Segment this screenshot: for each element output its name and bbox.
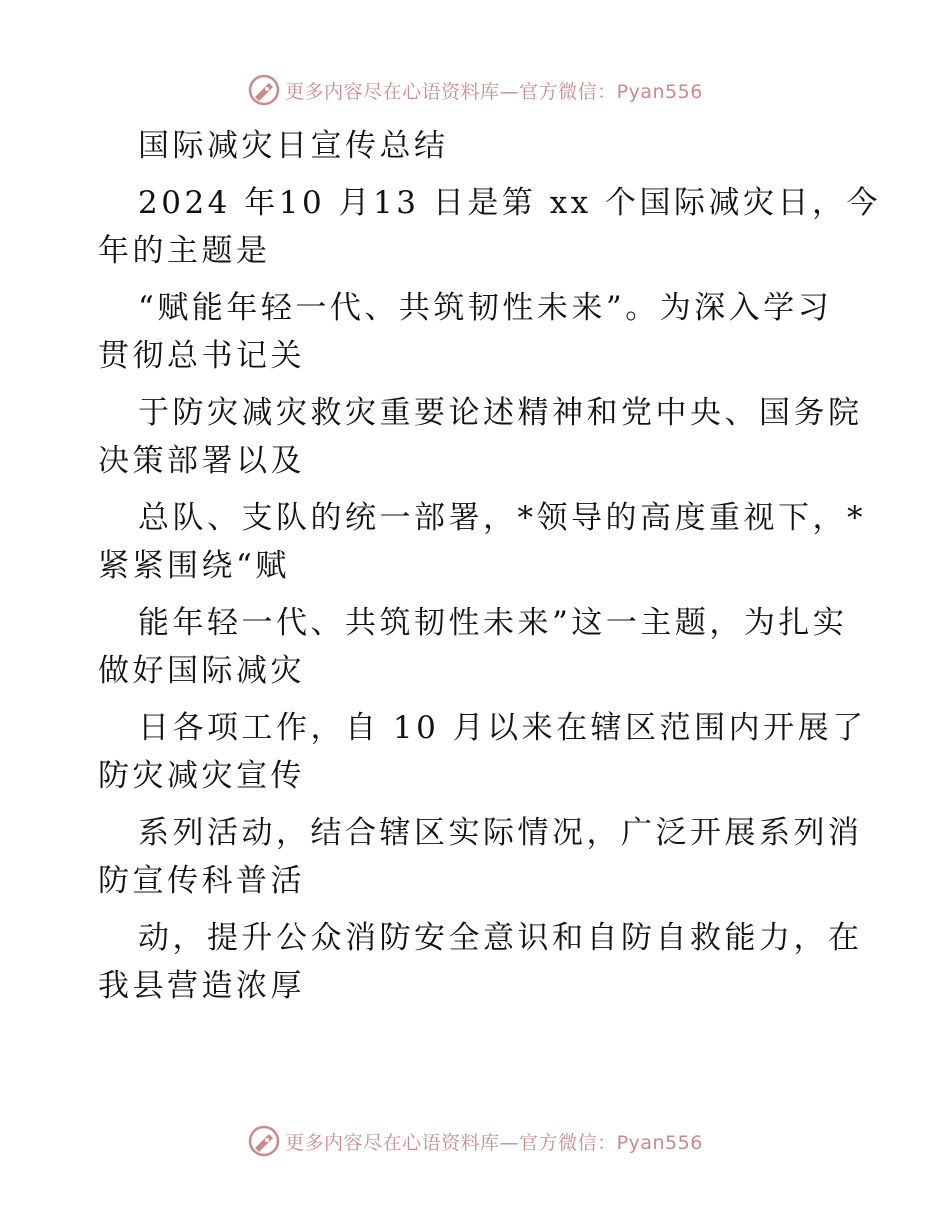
paragraph-line: 决策部署以及 xyxy=(98,443,305,479)
paragraph-line: 贯彻总书记关 xyxy=(98,338,305,374)
paragraph-line: 做好国际减灾 xyxy=(98,653,305,689)
paragraph-line: 紧紧围绕“赋 xyxy=(98,548,290,584)
header-watermark-text: 更多内容尽在心语资料库—官方微信：Pyan556 xyxy=(285,80,703,103)
document-title: 国际减灾日宣传总结 xyxy=(138,128,449,164)
paragraph-line: 我县营造浓厚 xyxy=(98,968,305,1004)
footer-watermark-text: 更多内容尽在心语资料库—官方微信：Pyan556 xyxy=(285,1131,703,1154)
paragraph-line: 系列活动，结合辖区实际情况，广泛开展系列消 xyxy=(138,815,863,851)
paragraph-line: 能年轻一代、共筑韧性未来”这一主题，为扎实 xyxy=(138,605,848,641)
header-watermark xyxy=(0,70,950,110)
paragraph-line: 年的主题是 xyxy=(98,233,271,269)
paragraph-line: 于防灾减灾救灾重要论述精神和党中央、国务院 xyxy=(138,395,863,431)
paragraph-line: 防宣传科普活 xyxy=(98,863,305,899)
pen-nib-logo-icon xyxy=(247,1124,281,1158)
pen-nib-logo-icon xyxy=(247,73,281,107)
paragraph-line: 动，提升公众消防安全意识和自防自救能力，在 xyxy=(138,920,863,956)
paragraph-line: “赋能年轻一代、共筑韧性未来”。为深入学习 xyxy=(138,290,833,326)
paragraph-line: 日各项工作，自 10 月以来在辖区范围内开展了 xyxy=(138,710,867,746)
document-body xyxy=(98,122,882,1010)
paragraph-line: 2024 年10 月13 日是第 xx 个国际减灾日，今 xyxy=(138,185,882,221)
footer-watermark xyxy=(0,1121,950,1161)
paragraph-line: 总队、支队的统一部署，*领导的高度重视下，* xyxy=(138,500,866,536)
paragraph-line: 防灾减灾宣传 xyxy=(98,758,305,794)
